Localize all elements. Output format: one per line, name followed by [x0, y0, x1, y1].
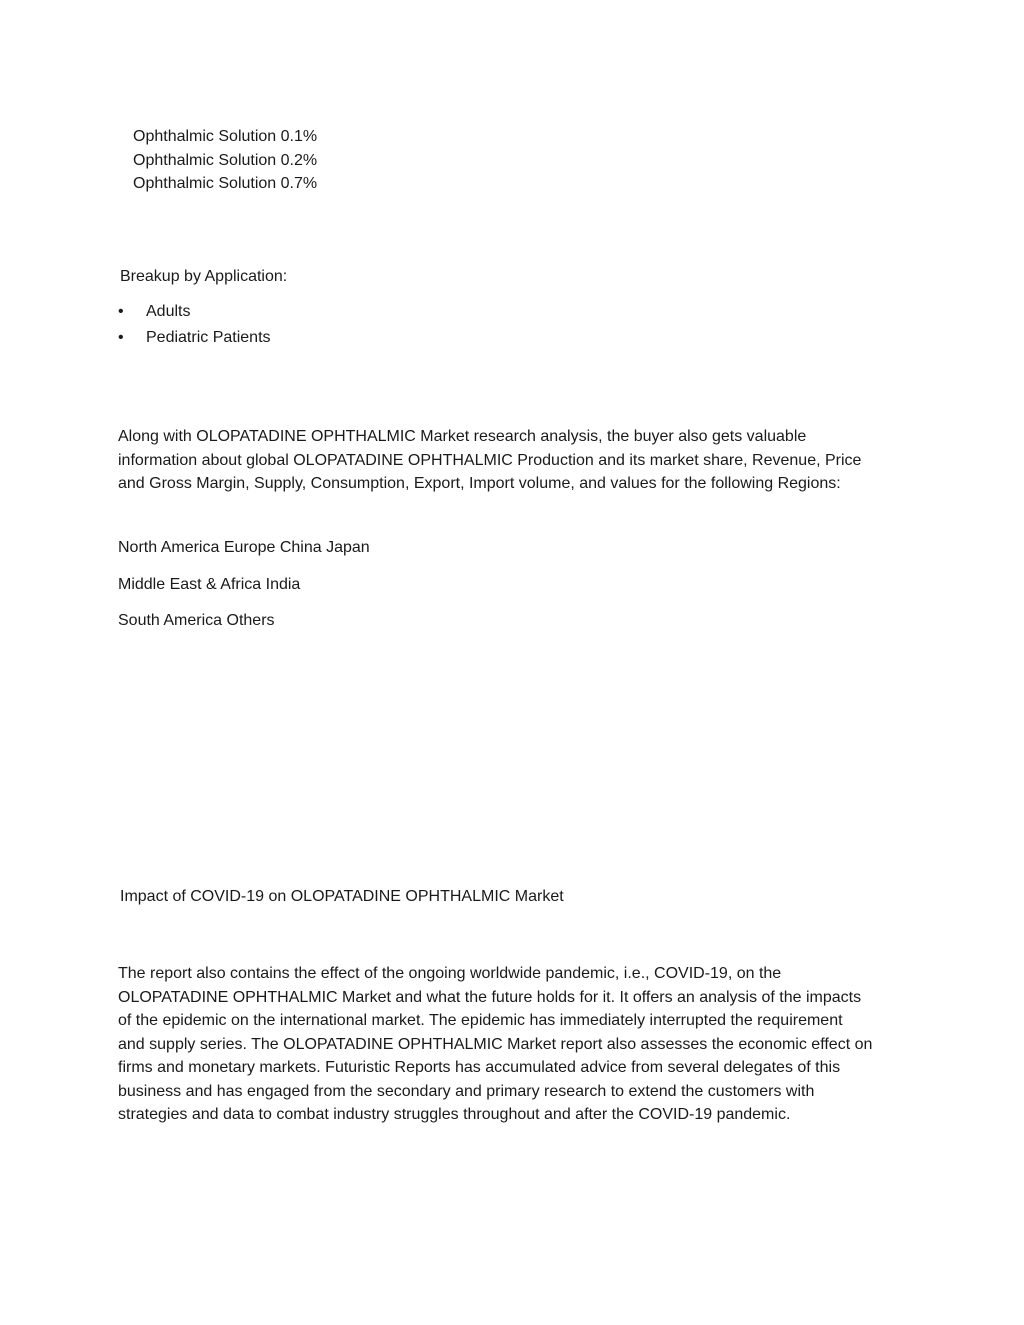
- paragraph-line: and supply series. The OLOPATADINE OPHTHALMIC Market report also assesses the economic effect on: [118, 1035, 873, 1053]
- covid-heading: Impact of COVID-19 on OLOPATADINE OPHTHALMIC Market: [120, 888, 564, 905]
- application-item-label: Pediatric Patients: [146, 328, 271, 346]
- product-type-list: [133, 125, 317, 196]
- region-line: South America Others: [118, 612, 275, 629]
- product-type-item: Ophthalmic Solution 0.1%: [133, 128, 318, 145]
- bullet-icon: •: [118, 303, 124, 320]
- region-line: North America Europe China Japan: [118, 539, 370, 556]
- paragraph-line: information about global OLOPATADINE OPHTHALMIC Production and its market share, Revenue, Price: [118, 451, 862, 469]
- paragraph-line: The report also contains the effect of the ongoing worldwide pandemic, i.e., COVID-19, on the: [118, 965, 782, 982]
- regions-intro-paragraph: [118, 425, 918, 496]
- regions-list: [118, 538, 370, 648]
- bullet-icon: •: [118, 328, 124, 346]
- paragraph-line: OLOPATADINE OPHTHALMIC Market and what the future holds for it. It offers an analysis of the impacts: [118, 988, 862, 1006]
- paragraph-line: and Gross Margin, Supply, Consumption, Export, Import volume, and values for the following Regions:: [118, 475, 841, 492]
- application-list: [118, 302, 271, 353]
- application-item-label: Adults: [146, 303, 191, 320]
- paragraph-line: firms and monetary markets. Futuristic Reports has accumulated advice from several delegates of this: [118, 1059, 841, 1076]
- product-type-item: Ophthalmic Solution 0.2%: [133, 151, 318, 169]
- region-line: Middle East & Africa India: [118, 575, 301, 593]
- list-item: [118, 302, 271, 328]
- product-type-item: Ophthalmic Solution 0.7%: [133, 175, 318, 192]
- paragraph-line: business and has engaged from the secondary and primary research to extend the customers with: [118, 1082, 815, 1100]
- list-item: [118, 328, 271, 354]
- paragraph-line: Along with OLOPATADINE OPHTHALMIC Market research analysis, the buyer also gets valuable: [118, 428, 807, 445]
- paragraph-line: strategies and data to combat industry struggles throughout and after the COVID-19 pandemic.: [118, 1106, 791, 1123]
- application-heading: Breakup by Application:: [120, 268, 288, 285]
- covid-paragraph: [118, 962, 918, 1127]
- paragraph-line: of the epidemic on the international market. The epidemic has immediately interrupted the requirement: [118, 1012, 843, 1029]
